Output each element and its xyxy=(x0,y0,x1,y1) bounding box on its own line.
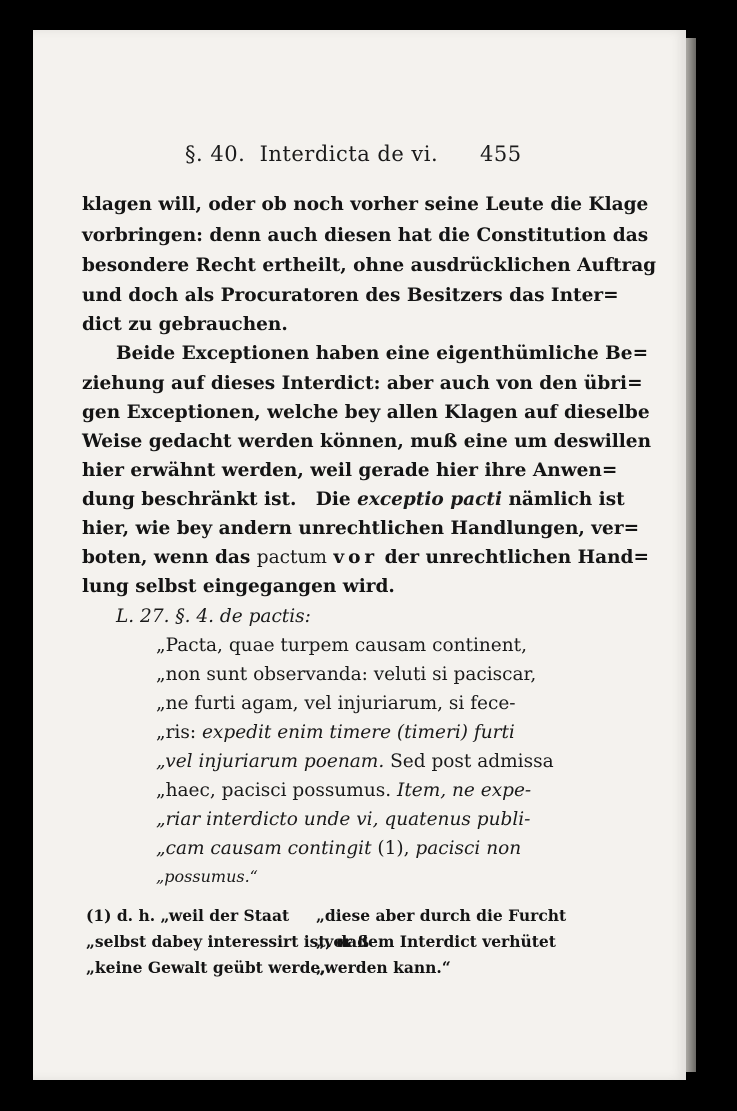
text-segment: Item, ne expe- xyxy=(397,780,532,801)
quote-line: „non sunt observanda: veluti si paciscar, xyxy=(156,664,537,685)
text-segment: „ris: xyxy=(156,722,197,743)
text-line: klagen will, oder ob noch vorher seine Leute die Klage xyxy=(82,194,649,215)
text-line xyxy=(82,489,625,510)
text-segment: „haec, pacisci possumus. xyxy=(156,780,392,801)
text-line: besondere Recht ertheilt, ohne ausdrücklichen Auftrag xyxy=(82,255,657,276)
text-segment: dung beschränkt ist. xyxy=(82,489,297,510)
text-segment: nämlich ist xyxy=(508,489,625,510)
footnote-line: „vor dem Interdict verhütet xyxy=(316,932,556,951)
footnote-line: „selbst dabey interessirt ist, daß xyxy=(86,932,369,951)
footnote-line: „diese aber durch die Furcht xyxy=(316,906,567,925)
citation xyxy=(116,606,311,627)
text-line: dict zu gebrauchen. xyxy=(82,314,288,335)
running-header xyxy=(185,142,522,166)
text-line: vorbringen: denn auch diesen hat die Constitution das xyxy=(82,225,649,246)
quote-line xyxy=(156,838,521,859)
text-line xyxy=(82,547,649,568)
text-segment: pacisci non xyxy=(415,838,522,859)
citation-ref: L. 27. §. 4. xyxy=(116,606,215,627)
quote-line: „Pacta, quae turpem causam continent, xyxy=(156,635,527,656)
footnote-line: „werden kann.“ xyxy=(316,958,451,977)
citation-title: de pactis: xyxy=(219,606,311,627)
header-section: §. 40. xyxy=(185,142,246,166)
quote-line xyxy=(156,780,531,801)
text-segment: boten, wenn das xyxy=(82,547,251,568)
text-line: und doch als Procuratoren des Besitzers das Inter= xyxy=(82,285,619,306)
text-segment: expedit enim timere (timeri) furti xyxy=(201,722,515,743)
quote-line xyxy=(156,751,554,772)
quote-line: „ne furti agam, vel injuriarum, si fece- xyxy=(156,693,516,714)
text-segment: „vel injuriarum poenam. xyxy=(156,751,385,772)
text-line: Beide Exceptionen haben eine eigenthümliche Be= xyxy=(116,343,649,364)
footnote-line: „keine Gewalt geübt werde, xyxy=(86,958,326,977)
quote-line xyxy=(156,722,515,743)
emphasis-word: vor xyxy=(333,547,379,568)
text-line: Weise gedacht werden können, muß eine um deswillen xyxy=(82,431,652,452)
quote-line: „possumus.“ xyxy=(156,867,258,886)
latin-term: pactum xyxy=(256,547,327,568)
text-line: gen Exceptionen, welche bey allen Klagen auf dieselbe xyxy=(82,402,650,423)
text-segment: „cam causam contingit xyxy=(156,838,372,859)
text-segment: der unrechtlichen Hand= xyxy=(384,547,649,568)
text-segment: Die xyxy=(315,489,351,510)
text-line: ziehung auf dieses Interdict: aber auch von den übri= xyxy=(82,373,643,394)
quote-line: „riar interdicto unde vi, quatenus publi- xyxy=(156,809,531,830)
footnote-marker: (1), xyxy=(377,838,410,859)
text-line: lung selbst eingegangen wird. xyxy=(82,576,395,597)
page-number: 455 xyxy=(480,142,522,166)
text-segment: Sed post admissa xyxy=(390,751,554,772)
latin-term: exceptio pacti xyxy=(357,489,502,510)
text-line: hier erwähnt werden, weil gerade hier ihre Anwen= xyxy=(82,460,618,481)
text-line: hier, wie bey andern unrechtlichen Handlungen, ver= xyxy=(82,518,640,539)
header-title: Interdicta de vi. xyxy=(259,142,439,166)
footnote-line: (1) d. h. „weil der Staat xyxy=(86,906,290,925)
